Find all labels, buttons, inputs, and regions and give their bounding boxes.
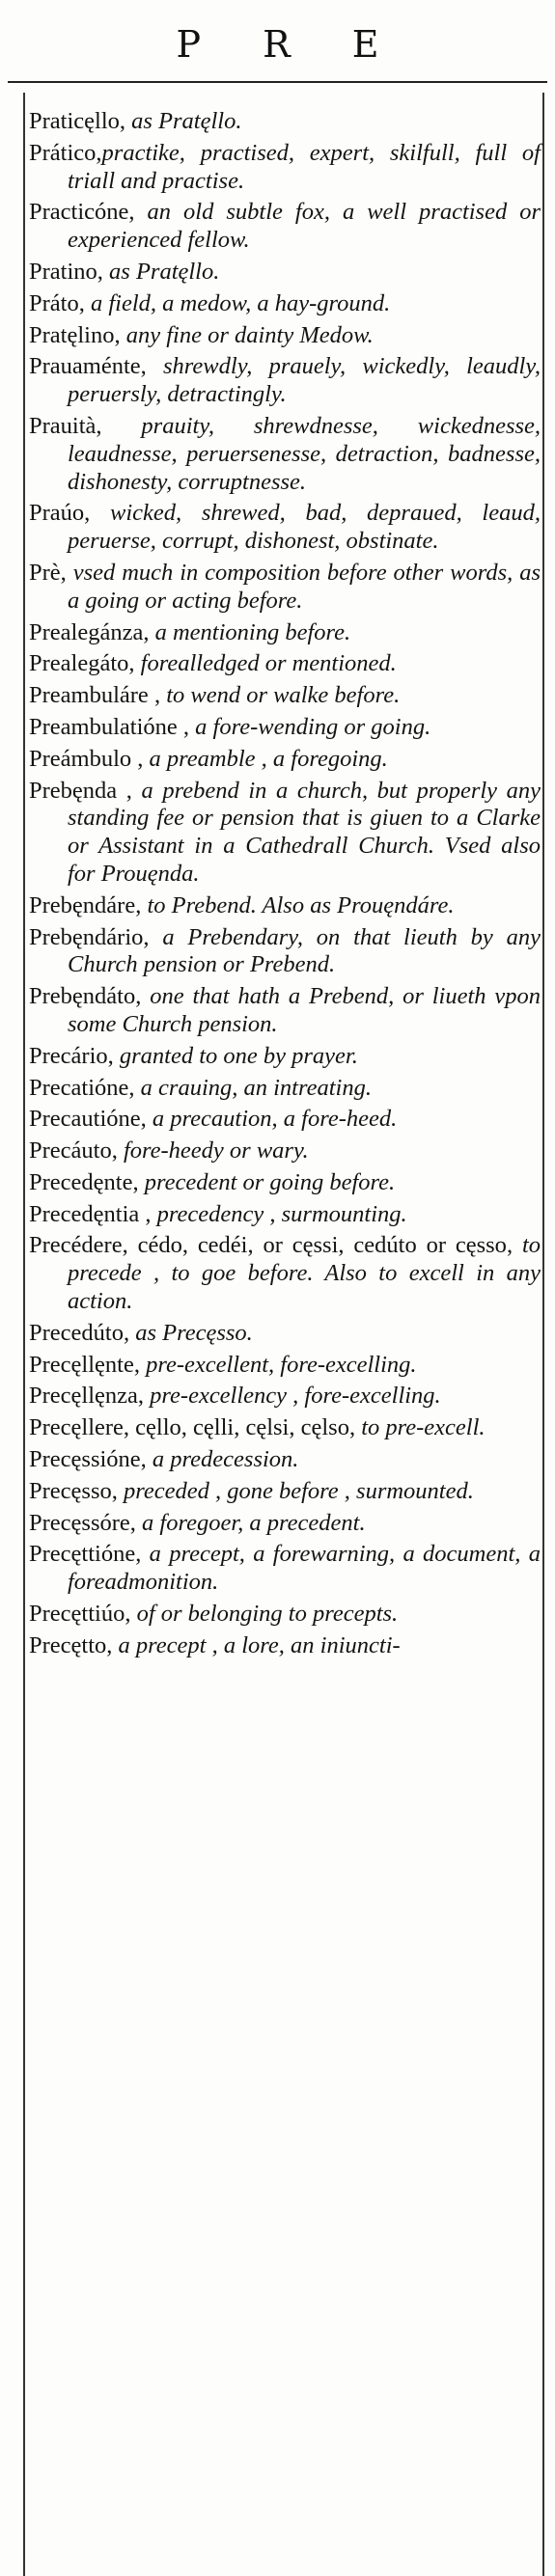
column-rule-left bbox=[23, 93, 25, 2576]
dictionary-entry bbox=[29, 1075, 541, 1103]
separator: , bbox=[60, 559, 73, 586]
definition: forealledged or mentioned. bbox=[140, 650, 397, 677]
definition: pre-excellent, fore-excelling. bbox=[146, 1351, 417, 1378]
dictionary-entry bbox=[29, 500, 541, 556]
separator: , bbox=[131, 745, 150, 772]
separator: , bbox=[117, 777, 142, 804]
separator: , bbox=[96, 139, 102, 166]
dictionary-entry bbox=[29, 1320, 541, 1348]
separator: , bbox=[128, 199, 148, 226]
dictionary-entry bbox=[29, 140, 541, 196]
definition: a mentioning before. bbox=[154, 618, 351, 645]
definition: a Prebendary, on that lieuth by any Church pension or Prebend. bbox=[68, 923, 541, 978]
dictionary-entry bbox=[29, 1106, 541, 1134]
headword: Precęllęnte bbox=[29, 1351, 134, 1378]
definition: an old subtle fox, a well practised or experienced fellow. bbox=[68, 199, 541, 254]
separator: , bbox=[107, 1042, 120, 1069]
separator: , bbox=[106, 1631, 119, 1658]
dictionary-entry bbox=[29, 924, 541, 980]
definition: shrewdly, prauely, wickedly, leaudly, peruersly, detractingly. bbox=[68, 353, 541, 408]
dictionary-entry bbox=[29, 746, 541, 774]
page-header bbox=[0, 0, 555, 81]
dictionary-entries bbox=[29, 108, 541, 1664]
headword: Prauaménte bbox=[29, 353, 141, 380]
dictionary-entry bbox=[29, 892, 541, 920]
headword: Precário bbox=[29, 1042, 108, 1069]
definition: of or belonging to precepts. bbox=[136, 1601, 399, 1628]
definition: to wend or walke before. bbox=[166, 682, 401, 709]
headword: Precatióne bbox=[29, 1074, 129, 1101]
headword: Precętto bbox=[29, 1631, 107, 1658]
headword: Precęsso bbox=[29, 1477, 112, 1504]
header-rule bbox=[8, 81, 547, 83]
headword: Precédere, cédo, cedéi, or cęssi, cedúto or cęsso bbox=[29, 1232, 507, 1259]
headword: Práto bbox=[29, 289, 79, 316]
dictionary-entry bbox=[29, 619, 541, 647]
headword: Precęttiúo bbox=[29, 1601, 125, 1628]
separator: , bbox=[148, 682, 167, 709]
dictionary-entry bbox=[29, 322, 541, 350]
separator: , bbox=[96, 412, 142, 439]
headword: Precedęntia bbox=[29, 1200, 140, 1227]
separator: , bbox=[123, 1319, 136, 1346]
separator: , bbox=[133, 1351, 147, 1378]
definition: a predecession. bbox=[152, 1446, 299, 1473]
definition: wicked, shrewed, bad, depraued, leaud, peruerse, corrupt, dishonest, obstinate. bbox=[68, 500, 541, 555]
definition: practike, practised, expert, skilfull, full of triall and practise. bbox=[68, 139, 541, 194]
headword: Preámbulo bbox=[29, 745, 132, 772]
headword: Prealegánza bbox=[29, 618, 144, 645]
headword: Precedúto bbox=[29, 1319, 124, 1346]
headword: Prático bbox=[29, 139, 97, 166]
dictionary-entry bbox=[29, 1632, 541, 1660]
separator: , bbox=[129, 1509, 143, 1536]
headword: Precęssóre bbox=[29, 1509, 130, 1536]
headword: Prebęnda bbox=[29, 777, 118, 804]
separator: , bbox=[143, 923, 163, 950]
definition: preceded , gone before , surmounted. bbox=[123, 1477, 474, 1504]
separator: , bbox=[140, 1446, 153, 1473]
headword: Praúo bbox=[29, 500, 85, 527]
dictionary-entry bbox=[29, 983, 541, 1039]
definition: a preamble , a foregoing. bbox=[149, 745, 388, 772]
dictionary-entry bbox=[29, 1383, 541, 1411]
separator: , bbox=[140, 353, 164, 380]
separator: , bbox=[135, 1541, 150, 1568]
dictionary-entry bbox=[29, 682, 541, 710]
separator: , bbox=[111, 1137, 124, 1165]
definition: any fine or dainty Medow. bbox=[125, 321, 374, 348]
definition: precedency , surmounting. bbox=[156, 1200, 407, 1227]
definition: a precept, a forewarning, a document, a foreadmonition. bbox=[68, 1541, 541, 1596]
separator: , bbox=[128, 1074, 141, 1101]
headword: Precęllere, cęllo, cęlli, cęlsi, cęlso bbox=[29, 1414, 349, 1441]
dictionary-entry bbox=[29, 1478, 541, 1506]
separator: , bbox=[177, 713, 196, 740]
dictionary-entry bbox=[29, 1352, 541, 1380]
dictionary-entry bbox=[29, 353, 541, 409]
separator: , bbox=[135, 983, 151, 1010]
definition: to precede , to goe before. Also to excell in any action. bbox=[68, 1232, 541, 1315]
column-rule-right bbox=[542, 93, 544, 2576]
definition: a crauing, an intreating. bbox=[140, 1074, 372, 1101]
definition: vsed much in composition before other words, as a going or acting before. bbox=[68, 559, 541, 614]
headword: Precautióne bbox=[29, 1106, 141, 1133]
dictionary-entry bbox=[29, 1232, 541, 1315]
dictionary-entry bbox=[29, 290, 541, 318]
dictionary-entry bbox=[29, 1137, 541, 1165]
definition: granted to one by prayer. bbox=[119, 1042, 358, 1069]
separator: , bbox=[135, 891, 148, 918]
separator: , bbox=[139, 1200, 157, 1227]
headword: Precedęnte bbox=[29, 1168, 133, 1195]
headword: Precáuto bbox=[29, 1137, 112, 1165]
headword: Precęssióne bbox=[29, 1446, 141, 1473]
separator: , bbox=[78, 289, 91, 316]
dictionary-entry bbox=[29, 1043, 541, 1071]
dictionary-entry bbox=[29, 1201, 541, 1229]
headword: Prebęndáto bbox=[29, 983, 136, 1010]
headword: Pratęlino bbox=[29, 321, 115, 348]
headword: Prauità bbox=[29, 412, 97, 439]
separator: , bbox=[143, 618, 155, 645]
dictionary-entry bbox=[29, 778, 541, 889]
headword: Prebęndáre bbox=[29, 891, 136, 918]
definition: to pre-excell. bbox=[361, 1414, 486, 1441]
separator: , bbox=[132, 1168, 145, 1195]
separator: , bbox=[137, 1383, 151, 1410]
definition: as Precęsso. bbox=[135, 1319, 253, 1346]
separator: , bbox=[348, 1414, 362, 1441]
definition: a precaution, a fore-heed. bbox=[152, 1106, 398, 1133]
headword: Prè bbox=[29, 559, 61, 586]
definition: one that hath a Prebend, or liueth vpon some Church pension. bbox=[68, 983, 541, 1037]
separator: , bbox=[114, 321, 126, 348]
dictionary-entry bbox=[29, 650, 541, 678]
definition: as Pratęllo. bbox=[109, 258, 220, 285]
headword: Preambuláre bbox=[29, 682, 149, 709]
headword: Precęttióne bbox=[29, 1541, 136, 1568]
definition: pre-excellency , fore-excelling. bbox=[150, 1383, 441, 1410]
definition: a precept , a lore, an iniuncti- bbox=[118, 1631, 401, 1658]
dictionary-entry bbox=[29, 560, 541, 616]
dictionary-entry bbox=[29, 1510, 541, 1538]
dictionary-entry bbox=[29, 1446, 541, 1474]
dictionary-entry bbox=[29, 1601, 541, 1629]
dictionary-entry bbox=[29, 714, 541, 742]
headword: Practicóne bbox=[29, 199, 129, 226]
headword: Preambulatióne bbox=[29, 713, 178, 740]
headword: Praticęllo bbox=[29, 108, 120, 134]
definition: a field, a medow, a hay-ground. bbox=[90, 289, 391, 316]
separator: , bbox=[125, 1601, 137, 1628]
dictionary-entry bbox=[29, 413, 541, 496]
definition: a prebend in a church, but properly any standing fee or pension that is giuen to a Clarke or Assistant in a Cathedrall Church. Vsed also for Prouęnda. bbox=[68, 777, 541, 887]
headword: Pratino bbox=[29, 258, 97, 285]
separator: , bbox=[128, 650, 141, 677]
separator: , bbox=[111, 1477, 124, 1504]
dictionary-entry bbox=[29, 199, 541, 255]
definition: precedent or going before. bbox=[144, 1168, 396, 1195]
running-head: P R E bbox=[176, 23, 404, 66]
separator: , bbox=[140, 1106, 153, 1133]
headword: Prebęndário bbox=[29, 923, 144, 950]
separator: , bbox=[84, 500, 111, 527]
headword: Prealegáto bbox=[29, 650, 129, 677]
definition: fore-heedy or wary. bbox=[123, 1137, 309, 1165]
separator: , bbox=[506, 1232, 522, 1259]
separator: , bbox=[97, 258, 110, 285]
dictionary-entry bbox=[29, 1414, 541, 1442]
dictionary-entry bbox=[29, 1169, 541, 1197]
definition: to Prebend. Also as Prouęndáre. bbox=[147, 891, 455, 918]
definition: a foregoer, a precedent. bbox=[142, 1509, 366, 1536]
dictionary-entry bbox=[29, 1541, 541, 1597]
headword: Precęllęnza bbox=[29, 1383, 138, 1410]
definition: as Pratęllo. bbox=[131, 108, 242, 134]
dictionary-entry bbox=[29, 259, 541, 287]
dictionary-entry bbox=[29, 108, 541, 136]
definition: prauity, shrewdnesse, wickednesse, leaudnesse, peruersenesse, detraction, badnesse, dishonesty, corruptnesse. bbox=[68, 412, 541, 495]
separator: , bbox=[119, 108, 132, 134]
definition: a fore-wending or going. bbox=[195, 713, 431, 740]
